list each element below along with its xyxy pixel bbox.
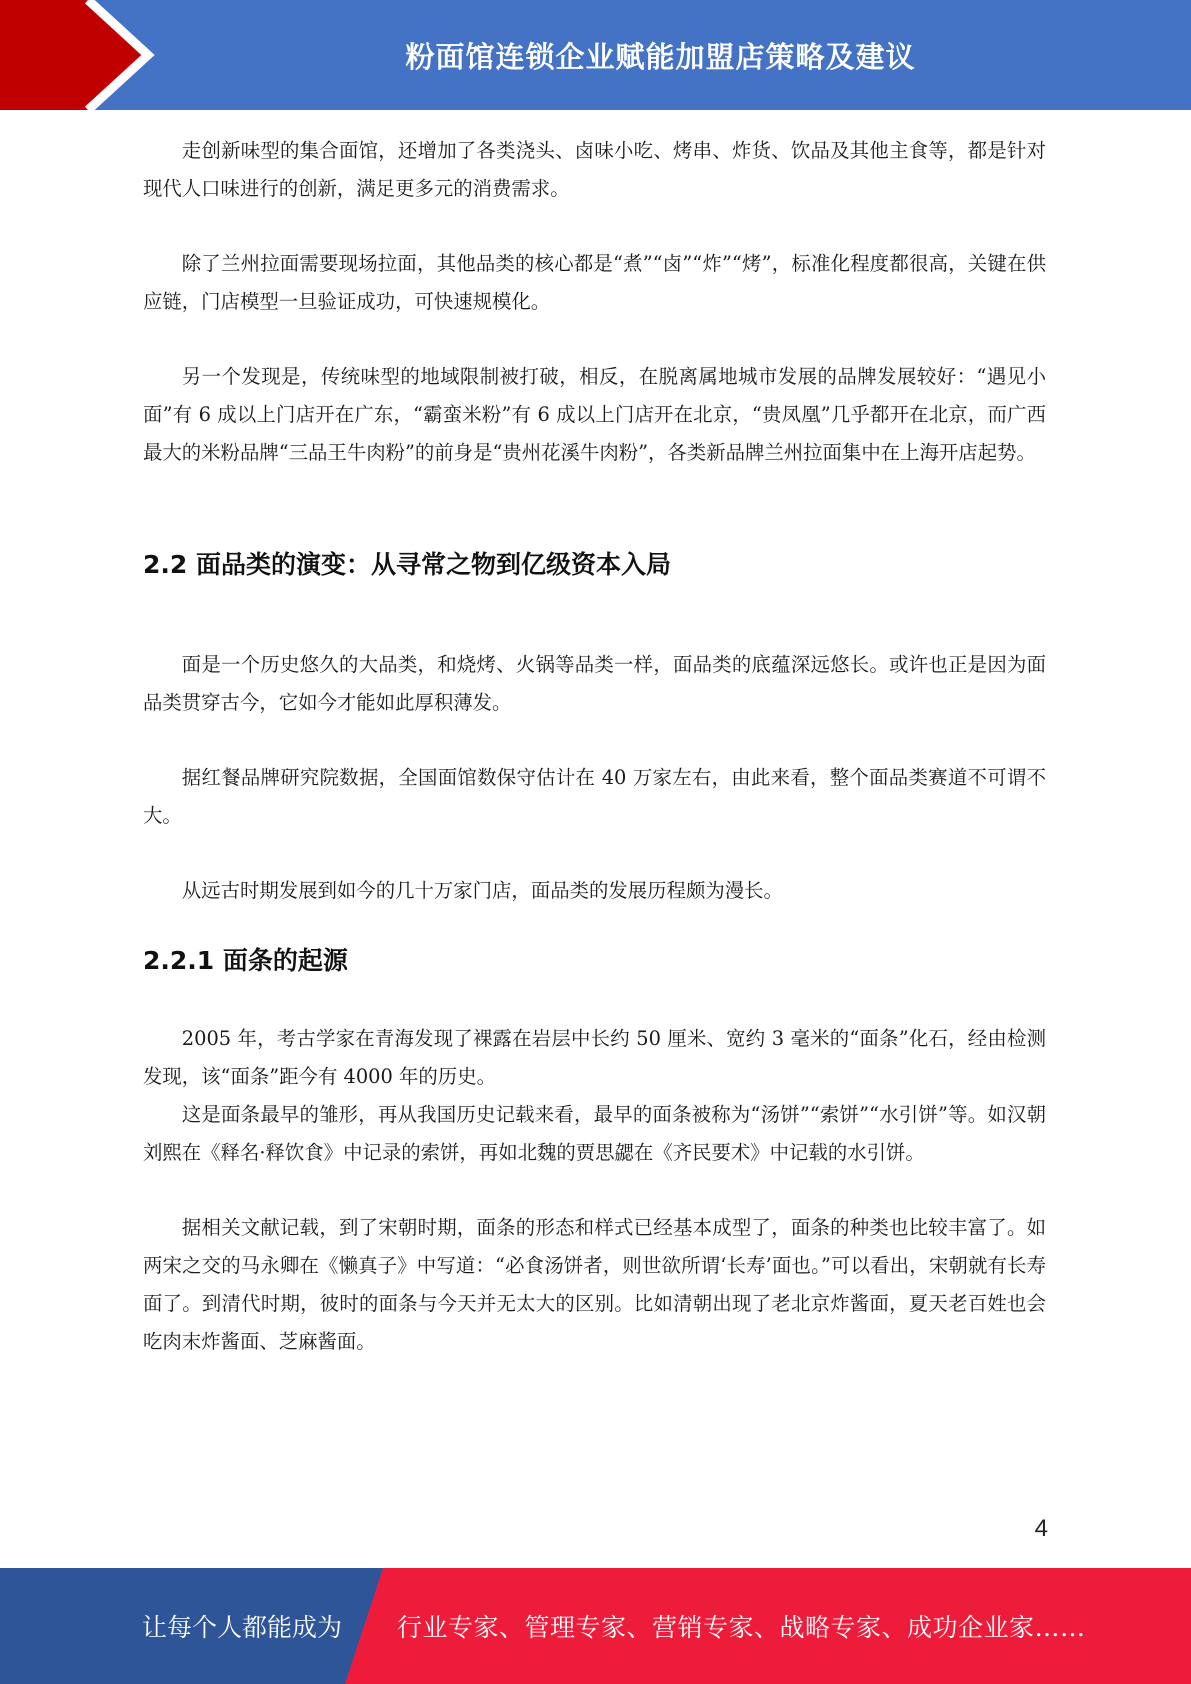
page-number: 4 bbox=[1034, 1515, 1048, 1542]
paragraph: 2005 年，考古学家在青海发现了裸露在岩层中长约 50 厘米、宽约 3 毫米的“面条”化石，经由检测发现，该“面条”距今有 4000 年的历史。 bbox=[143, 1027, 1046, 1088]
page-header bbox=[0, 0, 1191, 110]
paragraph: 从远古时期发展到如今的几十万家门店，面品类的发展历程颇为漫长。 bbox=[181, 879, 783, 902]
page-footer bbox=[0, 1568, 1191, 1684]
paragraph: 这是面条最早的雏形，再从我国历史记载来看，最早的面条被称为“汤饼”“索饼”“水引饼”等。如汉朝刘熙在《释名·释饮食》中记录的索饼，再如北魏的贾思勰在《齐民要术》中记载的水引饼。 bbox=[143, 1103, 1046, 1164]
paragraph: 据相关文献记载，到了宋朝时期，面条的形态和样式已经基本成型了，面条的种类也比较丰富了。如两宋之交的马永卿在《懒真子》中写道：“必食汤饼者，则世欲所谓‘长寿’面也。”可以看出，宋朝就有长寿面了。到清代时期，彼时的面条与今天并无太大的区别。比如清朝出现了老北京炸酱面，夏天老百姓也会吃肉末炸酱面、芝麻酱面。 bbox=[143, 1216, 1046, 1353]
subsection-heading: 2.2.1 面条的起源 bbox=[143, 946, 348, 975]
header-arrow-icon bbox=[0, 0, 160, 110]
paragraph: 据红餐品牌研究院数据，全国面馆数保守估计在 40 万家左右，由此来看，整个面品类赛道不可谓不大。 bbox=[143, 766, 1046, 827]
paragraph: 除了兰州拉面需要现场拉面，其他品类的核心都是“煮”“卤”“炸”“烤”，标准化程度都很高，关键在供应链，门店模型一旦验证成功，可快速规模化。 bbox=[143, 252, 1046, 313]
section-heading: 2.2 面品类的演变：从寻常之物到亿级资本入局 bbox=[143, 550, 671, 579]
footer-slogan-right: 行业专家、管理专家、营销专家、战略专家、成功企业家…… bbox=[397, 1613, 1086, 1642]
paragraph: 面是一个历史悠久的大品类，和烧烤、火锅等品类一样，面品类的底蕴深远悠长。或许也正是因为面品类贯穿古今，它如今才能如此厚积薄发。 bbox=[143, 653, 1046, 714]
paragraph: 走创新味型的集合面馆，还增加了各类浇头、卤味小吃、烤串、炸货、饮品及其他主食等，都是针对现代人口味进行的创新，满足更多元的消费需求。 bbox=[143, 139, 1046, 200]
paragraph: 另一个发现是，传统味型的地域限制被打破，相反，在脱离属地城市发展的品牌发展较好：“遇见小面”有 6 成以上门店开在广东，“霸蛮米粉”有 6 成以上门店开在北京，“贵凤凰”几乎都开在北京，而广西最大的米粉品牌“三品王牛肉粉”的前身是“贵州花溪牛肉粉”，各类新品牌兰州拉面集中在上海开店起势。 bbox=[143, 365, 1046, 464]
document-body bbox=[143, 132, 1046, 1361]
header-title: 粉面馆连锁企业赋能加盟店策略及建议 bbox=[405, 39, 916, 74]
footer-slogan-left: 让每个人都能成为 bbox=[142, 1613, 343, 1642]
